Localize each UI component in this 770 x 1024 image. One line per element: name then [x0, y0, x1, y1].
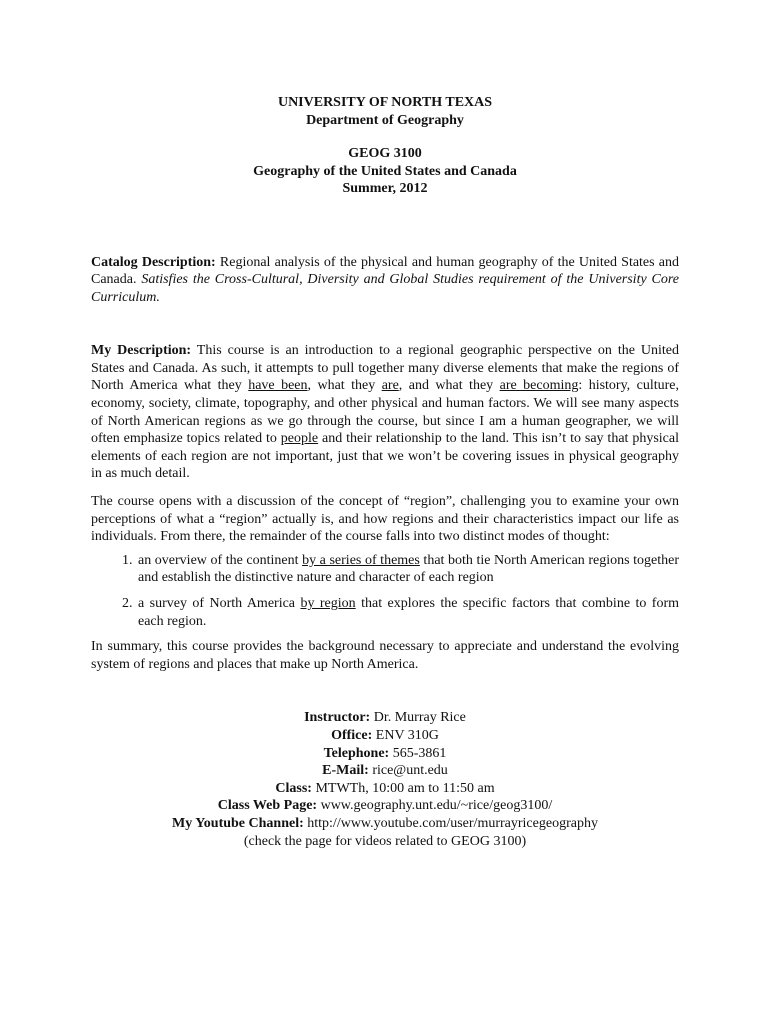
- course-code: GEOG 3100: [348, 146, 422, 161]
- my-description: [91, 342, 679, 483]
- office-line: [91, 727, 679, 745]
- youtube-note: (check the page for videos related to GEOG 3100): [243, 833, 527, 849]
- my-description-text: , and what they: [398, 378, 500, 394]
- office-label: Office:: [331, 727, 373, 743]
- telephone-line: [91, 745, 679, 763]
- youtube-label: My Youtube Channel:: [172, 815, 304, 831]
- youtube-link[interactable]: http://www.youtube.com/user/murrayricegeography: [303, 815, 598, 831]
- list-item-text: that explores the specific factors that combine to form each region.: [138, 596, 679, 629]
- catalog-description: [91, 254, 679, 307]
- department-name: Department of Geography: [306, 112, 464, 128]
- instructor-label: Instructor:: [304, 710, 371, 726]
- catalog-requirement: Satisfies the Cross-Cultural, Diversity and Global Studies requirement of the University Core Curriculum.: [91, 272, 679, 305]
- emphasis-are-becoming: are becoming: [499, 378, 579, 394]
- catalog-label: Catalog Description:: [91, 254, 216, 270]
- email-value[interactable]: rice@unt.edu: [368, 763, 448, 779]
- email-label: E-Mail:: [322, 763, 369, 779]
- my-description-text: This course is an introduction to a regional geographic perspective on the United States and Canada. As such, it attempts to pull together many diverse elements that make the regions of North America what they: [91, 343, 680, 394]
- my-description-label: My Description:: [91, 343, 192, 359]
- class-line: [91, 780, 679, 798]
- university-name: UNIVERSITY OF NORTH TEXAS: [277, 95, 493, 110]
- email-line: [91, 762, 679, 780]
- catalog-text: Regional analysis of the physical and human geography of the United States and Canada.: [91, 254, 679, 288]
- list-item-text: a survey of North America: [138, 596, 301, 611]
- list-item-text: that both tie North American regions together and establish the distinctive nature and character of each region: [138, 552, 679, 586]
- class-value: MTWTh, 10:00 am to 11:50 am: [311, 780, 495, 796]
- my-description-text: , what they: [307, 378, 382, 394]
- emphasis-series-of-themes: by a series of themes: [302, 552, 420, 568]
- list-item-text: an overview of the continent: [138, 552, 303, 568]
- class-label: Class:: [275, 780, 312, 796]
- youtube-line: [91, 815, 679, 833]
- telephone-value: 565-3861: [389, 745, 447, 761]
- course-title: Geography of the United States and Canada: [253, 163, 517, 179]
- list-item: [136, 552, 679, 587]
- emphasis-by-region: by region: [300, 596, 356, 611]
- class-web-page-link[interactable]: www.geography.unt.edu/~rice/geog3100/: [317, 798, 553, 814]
- office-value: ENV 310G: [372, 727, 439, 743]
- summary-paragraph: In summary, this course provides the background necessary to appreciate and understand the evolving system of regions and places that make up North America.: [91, 639, 679, 672]
- class-web-page-label: Class Web Page:: [217, 798, 318, 814]
- contact-info: [91, 709, 679, 850]
- document-header: [91, 94, 679, 198]
- instructor-value: Dr. Murray Rice: [370, 710, 466, 726]
- instructor-line: [91, 709, 679, 727]
- my-description-text: and their relationship to the land. This isn’t to say that physical elements of each region are not important, just that we won’t be covering issues in physical geography in as much detail.: [91, 431, 679, 482]
- my-description-text: : history, culture, economy, society, climate, topography, and other physical and human factors. We will see many aspects of North American regions as we go through the course, but since I am a human geographer, we will often emphasize topics related to: [91, 378, 679, 447]
- emphasis-have-been: have been: [248, 378, 308, 394]
- list-item: [136, 595, 679, 630]
- course-overview-paragraph: The course opens with a discussion of the concept of “region”, challenging you to examine your own perceptions of what a “region” actually is, and how regions and their characteristics impact our life as individuals. From there, the remainder of the course falls into two distinct modes of thought:: [91, 494, 679, 545]
- class-web-page-line: [91, 797, 679, 815]
- modes-of-thought-list: [91, 552, 679, 630]
- telephone-label: Telephone:: [323, 745, 390, 761]
- emphasis-are: are: [381, 378, 399, 394]
- emphasis-people: people: [280, 431, 319, 447]
- course-term: Summer, 2012: [342, 181, 428, 196]
